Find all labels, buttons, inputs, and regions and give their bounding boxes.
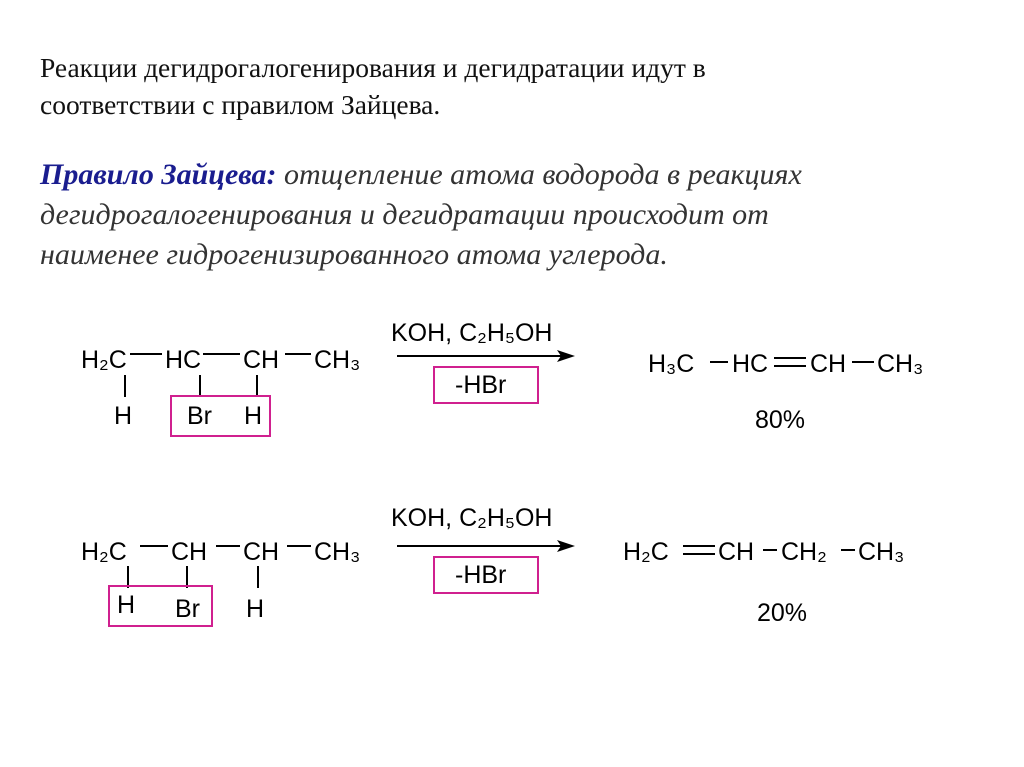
r2-product-p3: CH₂ [781, 538, 827, 566]
r2-sub-c2: Br [175, 595, 200, 623]
r1-product-p3: CH [810, 350, 847, 378]
r2-reactant-c3: CH [243, 538, 280, 566]
r1-reactant-c1: H₂C [81, 346, 127, 374]
r1-vbond-1 [124, 375, 126, 397]
r2-bond-3 [287, 545, 311, 547]
r2-product-p1: H₂C [623, 538, 669, 566]
r1-bond-2 [203, 353, 240, 355]
r1-sub-c1: H [114, 402, 133, 430]
heading-line-1: Реакции дегидрогалогенирования и дегидратации идут в [40, 52, 706, 83]
r1-bond-3 [285, 353, 311, 355]
r1-reaction-arrow [397, 349, 577, 363]
r1-sub-c2: Br [187, 402, 212, 430]
r2-reactant-c4: CH₃ [314, 538, 361, 566]
r1-vbond-2 [199, 375, 201, 397]
r1-product-p1: H₃C [648, 350, 695, 378]
r1-product-double-bond-a [774, 357, 806, 359]
r1-sub-c3: H [244, 402, 263, 430]
r1-yield: 80% [755, 406, 806, 434]
r2-reaction-arrow [397, 539, 577, 553]
r2-reactant-c1: H₂C [81, 538, 127, 566]
r2-bond-2 [216, 545, 240, 547]
r2-sub-c3: H [246, 595, 265, 623]
r1-product-double-bond-b [774, 365, 806, 367]
rule-line-2: дегидрогалогенирования и дегидратации происходит от [40, 198, 769, 231]
r2-product-p4: CH₃ [858, 538, 905, 566]
r1-product-bond-1 [710, 361, 728, 363]
r2-product-double-bond-a [683, 545, 715, 547]
r2-product-bond-3 [841, 549, 855, 551]
r1-reactant-c3: CH [243, 346, 280, 374]
r2-yield: 20% [757, 599, 808, 627]
r2-eliminated: -HBr [455, 561, 507, 589]
rule-label: Правило Зайцева: [40, 158, 277, 191]
r1-product-p2: HC [732, 350, 769, 378]
heading-line-2: соответствии с правилом Зайцева. [40, 89, 441, 120]
r1-reactant-c2: HC [165, 346, 202, 374]
r2-bond-1 [140, 545, 168, 547]
rule-line-1 [40, 160, 802, 190]
r2-product-double-bond-b [683, 553, 715, 555]
r2-conditions: KOH, C₂H₅OH [391, 504, 553, 532]
r1-bond-1 [130, 353, 162, 355]
r1-product-bond-3 [852, 361, 874, 363]
r2-product-bond-2 [763, 549, 777, 551]
r1-reactant-c4: CH₃ [314, 346, 361, 374]
rule-line-3: наименее гидрогенизированного атома углерода. [40, 238, 668, 271]
rule-line-1-text: отщепление атома водорода в реакциях [276, 158, 802, 191]
r1-product-p4: CH₃ [877, 350, 924, 378]
r1-vbond-3 [256, 375, 258, 397]
r2-product-p2: CH [718, 538, 755, 566]
r2-sub-c1: H [117, 591, 136, 619]
r2-reactant-c2: CH [171, 538, 208, 566]
r2-vbond-3 [257, 566, 259, 588]
r1-conditions: KOH, C₂H₅OH [391, 319, 553, 347]
r1-eliminated: -HBr [455, 371, 507, 399]
